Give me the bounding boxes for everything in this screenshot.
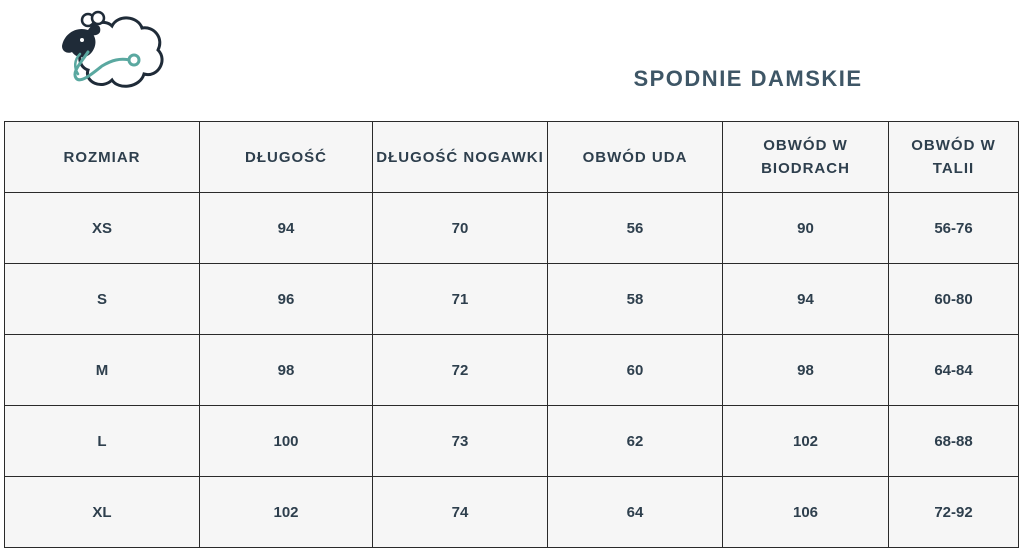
table-row <box>5 477 1019 548</box>
table-row <box>5 406 1019 477</box>
table-row <box>5 335 1019 406</box>
cell-hips: 102 <box>723 406 889 477</box>
column-header-waist: OBWÓD W TALII <box>889 122 1019 193</box>
cell-hips: 90 <box>723 193 889 264</box>
cell-leg-length: 74 <box>373 477 548 548</box>
cell-thigh: 56 <box>548 193 723 264</box>
cell-leg-length: 72 <box>373 335 548 406</box>
cell-length: 96 <box>200 264 373 335</box>
cell-size: XL <box>5 477 200 548</box>
cell-leg-length: 71 <box>373 264 548 335</box>
table-row <box>5 193 1019 264</box>
cell-size: M <box>5 335 200 406</box>
cell-size: L <box>5 406 200 477</box>
cell-thigh: 60 <box>548 335 723 406</box>
cell-size: S <box>5 264 200 335</box>
cell-hips: 106 <box>723 477 889 548</box>
cell-thigh: 58 <box>548 264 723 335</box>
cell-length: 98 <box>200 335 373 406</box>
cell-waist: 68-88 <box>889 406 1019 477</box>
sheep-logo-icon <box>58 8 168 94</box>
cell-hips: 94 <box>723 264 889 335</box>
cell-length: 100 <box>200 406 373 477</box>
cell-waist: 60-80 <box>889 264 1019 335</box>
cell-waist: 56-76 <box>889 193 1019 264</box>
cell-hips: 98 <box>723 335 889 406</box>
column-header-thigh: OBWÓD UDA <box>548 122 723 193</box>
table-header-row <box>5 122 1019 193</box>
cell-thigh: 62 <box>548 406 723 477</box>
cell-leg-length: 73 <box>373 406 548 477</box>
cell-waist: 72-92 <box>889 477 1019 548</box>
cell-waist: 64-84 <box>889 335 1019 406</box>
size-chart-table <box>4 121 1019 548</box>
cell-thigh: 64 <box>548 477 723 548</box>
cell-length: 94 <box>200 193 373 264</box>
table-row <box>5 264 1019 335</box>
page-title: SPODNIE DAMSKIE <box>633 66 863 91</box>
column-header-leg-length: DŁUGOŚĆ NOGAWKI <box>373 122 548 193</box>
column-header-length: DŁUGOŚĆ <box>200 122 373 193</box>
cell-size: XS <box>5 193 200 264</box>
column-header-size: ROZMIAR <box>5 122 200 193</box>
column-header-hips: OBWÓD W BIODRACH <box>723 122 889 193</box>
cell-length: 102 <box>200 477 373 548</box>
cell-leg-length: 70 <box>373 193 548 264</box>
